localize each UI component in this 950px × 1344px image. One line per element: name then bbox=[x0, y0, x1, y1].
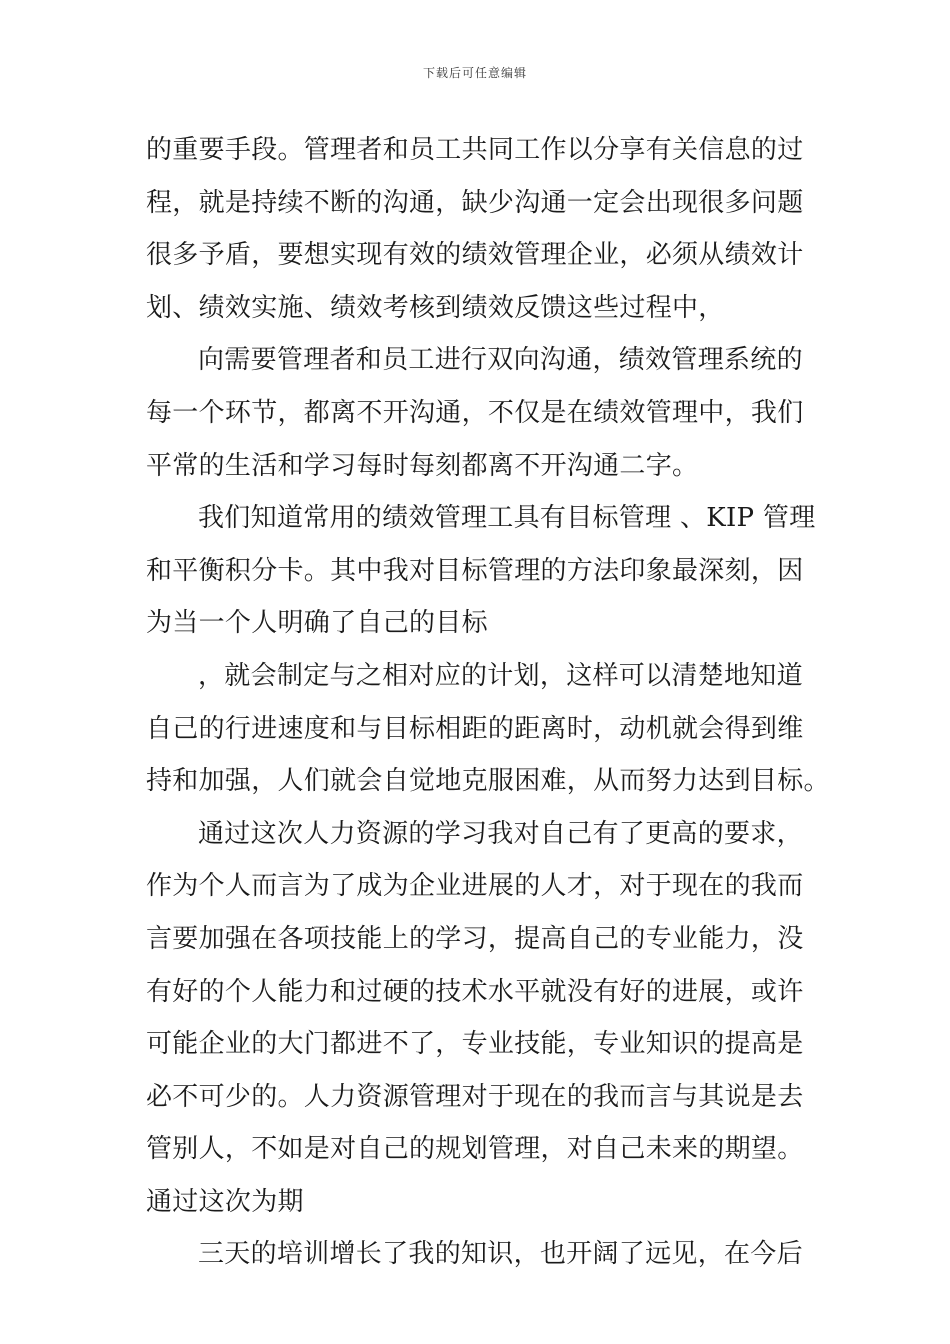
text-line: 和平衡积分卡。其中我对目标管理的方法印象最深刻，因 bbox=[146, 555, 804, 586]
text-line: 持和加强，人们就会自觉地克服困难，从而努力达到目标。 bbox=[146, 766, 830, 797]
document-body bbox=[146, 124, 830, 1281]
text-line: 每一个环节，都离不开沟通，不仅是在绩效管理中，我们 bbox=[146, 397, 804, 428]
page-header-note: 下载后可任意编辑 bbox=[422, 66, 527, 80]
text-line: 作为个人而言为了成为企业进展的人才，对于现在的我而 bbox=[146, 871, 804, 902]
text-line: 通过这次为期 bbox=[146, 1186, 304, 1217]
text-line: 有好的个人能力和过硬的技术水平就没有好的进展，或许 bbox=[146, 976, 804, 1007]
text-line: 向需要管理者和员工进行双向沟通，绩效管理系统的 bbox=[198, 345, 803, 376]
text-line: 的重要手段。管理者和员工共同工作以分享有关信息的过 bbox=[146, 135, 804, 165]
text-line: 我们知道常用的绩效管理工具有目标管理 、KIP 管理 bbox=[198, 503, 816, 534]
text-line: 平常的生活和学习每时每刻都离不开沟通二字。 bbox=[146, 450, 699, 481]
text-line: 为当一个人明确了自己的目标 bbox=[146, 608, 488, 639]
text-line: 必不可少的。人力资源管理对于现在的我而言与其说是去 bbox=[146, 1081, 804, 1112]
text-line: 可能企业的大门都进不了，专业技能，专业知识的提高是 bbox=[146, 1029, 804, 1060]
text-line: 管别人，不如是对自己的规划管理，对自己未来的期望。 bbox=[146, 1134, 804, 1165]
text-line: 很多予盾，要想实现有效的绩效管理企业，必须从绩效计 bbox=[146, 240, 804, 271]
text-line: 划、绩效实施、绩效考核到绩效反馈这些过程中， bbox=[146, 292, 725, 323]
text-line: 三天的培训增长了我的知识，也开阔了远见，在今后 bbox=[198, 1239, 803, 1270]
text-line: 言要加强在各项技能上的学习，提高自己的专业能力，没 bbox=[146, 923, 804, 954]
text-line: 通过这次人力资源的学习我对自己有了更高的要求， bbox=[198, 818, 803, 849]
text-line: ，就会制定与之相对应的计划，这样可以清楚地知道 bbox=[198, 660, 803, 691]
text-line: 程，就是持续不断的沟通，缺少沟通一定会出现很多问题 bbox=[146, 187, 804, 218]
text-line: 自己的行进速度和与目标相距的距离时，动机就会得到维 bbox=[146, 713, 804, 744]
